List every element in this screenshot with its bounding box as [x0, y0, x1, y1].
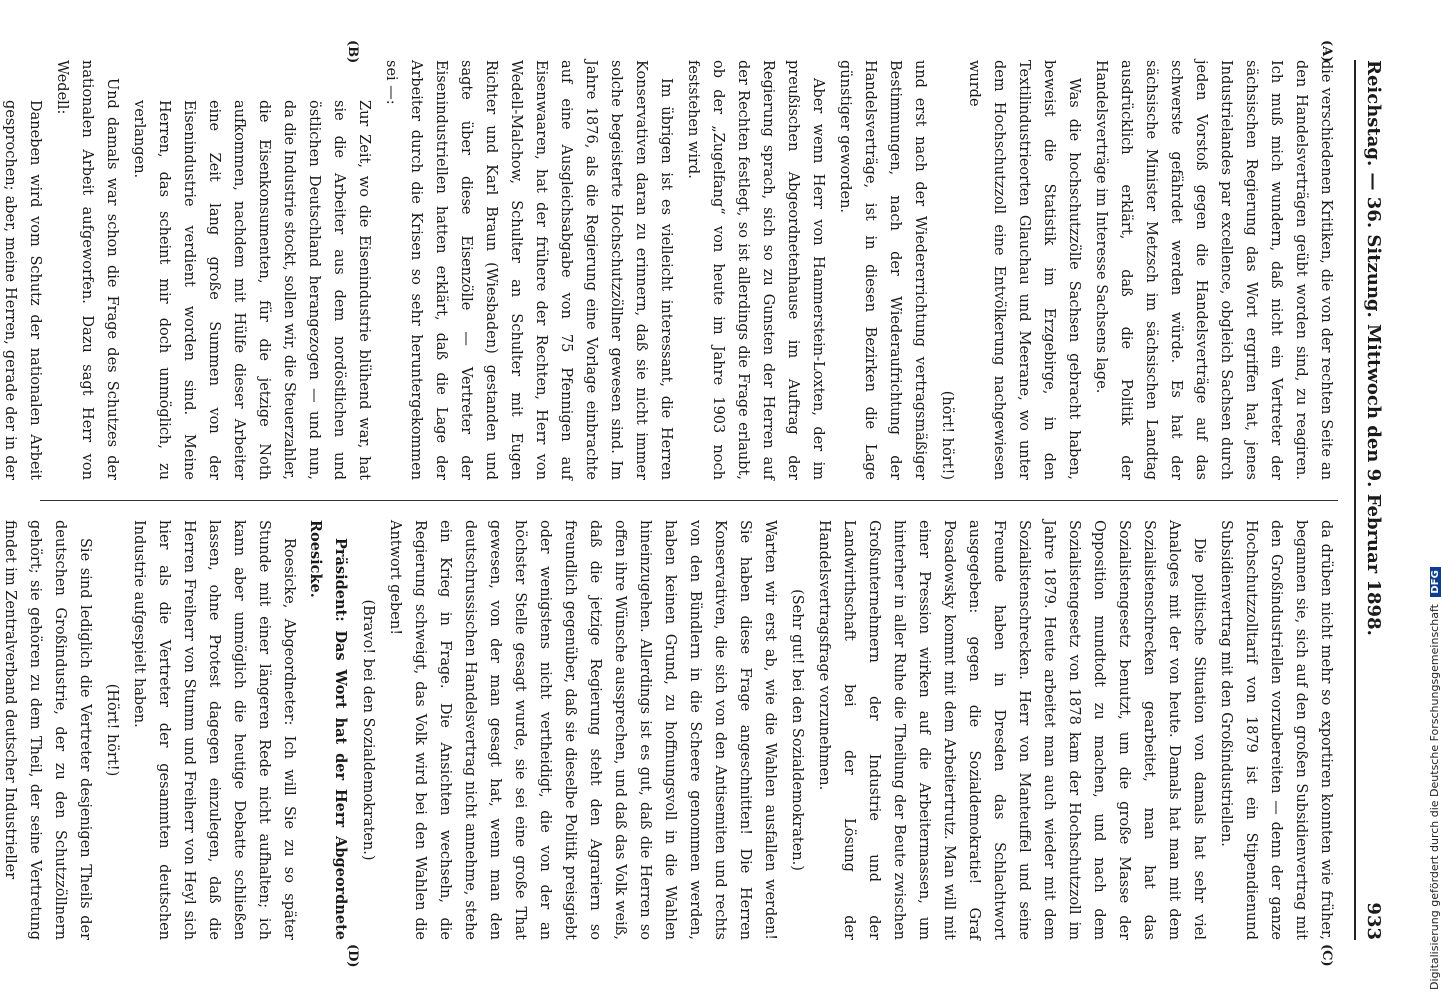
- speaker-line: Präsident: Das Wort hat der Herr Abgeordnete Roesicke.: [307, 520, 349, 940]
- quotation: Zur Zeit, wo die Eisenindustrie blühend war, hat sie die Arbeiter aus dem nordöstlichen und östlichen Deutschland herangezogen — und nun, da die Industrie stockt, sollen wir, die Steuerzahler, die Eisenkonsumenten, für die jetzige Noth aufkommen, nachdem mit Hülfe dieser Arbeiter eine Zeit lang große Summen von der Eisenindustrie verdient worden sind. Meine Herren, das scheint mir doch unmöglich, zu verlangen.: [131, 100, 372, 480]
- margin-marker-b: (B): [345, 40, 360, 64]
- paragraph: und erst nach der Wiedererrichtung vertragsmäßiger Bestimmungen, nach der Wiederaufrichtung der Handelsverträge, ist in diesen Bezirken die Lage günstiger geworden.: [837, 60, 928, 480]
- text-column-left: [2, 60, 1338, 480]
- paragraph: Was die hochschutzzölle Sachsen gebracht haben, beweist die Statistik im Erzgebirge, in den Textilindustrieorten Glauchau und Meerane, wo unter dem Hochschutzzoll eine Entvölkerung nachgewiesen wurde: [966, 60, 1082, 480]
- column-divider: [40, 500, 1338, 501]
- interjection: (Bravo! bei den Sozialdemokraten.): [360, 599, 376, 861]
- interjection: (Sehr gut! bei den Sozialdemokraten.): [789, 589, 805, 871]
- paragraph: Warten wir erst ab, wie die Wahlen ausfallen werden! Sie haben diese Frage angeschnitten! Die Herren Konservativen, die sich von den Antisemiten und rechts von den Bündlern in die Scheere genommen werden, haben keinen Grund, zu hoffnungsvoll in die Wahlen hineinzugehen. Allerdings ist es gut, daß die Herren so offen ihre Wünsche aussprechen, und daß das Volk weiß, daß die jetzige Regierung steht den Agrariern so freundlich gegenüber, daß sie dieselbe Politik preisgiebt oder wenigstens nicht vertheidigt, die von der an höchster Stelle gesagt wurde, sie sei eine große That gewesen, von der man gesagt hat, wenn man den deutschrussischen Handelsvertrag nicht annehme, stehe ein Krieg in Frage. Die Ansichten wechseln, die Regierung schweigt, das Volk wird bei den Wahlen die Antwort geben!: [387, 520, 778, 940]
- margin-marker-a: (A): [1319, 40, 1334, 63]
- margin-marker-d: (D): [345, 944, 360, 968]
- paragraph: Und damals war schon die Frage des Schutzes der nationalen Arbeit aufgeworfen. Dazu sagt Herr von Wedell:: [54, 60, 120, 480]
- page-number: 933: [1363, 902, 1384, 940]
- credit-line: [1428, 567, 1441, 990]
- interjection: (hört! hört!): [939, 390, 955, 480]
- paragraph: Roesicke, Abgeordneter: Ich will Sie zu so später Stunde mit einer längeren Rede nicht aufhalten; ich kann aber unmöglich die heutige Debatte schließen lassen, ohne Protest dagegen einzulegen, daß die Herren Freiherr von Stumm und Freiherr von Heyl sich hier als die Vertreter der gesammten deutschen Industrie aufgespielt haben.: [131, 520, 297, 940]
- interjection: (Hört! hört!): [104, 683, 120, 777]
- paragraph: da drüben nicht mehr so exportiren konnten wie früher, begannen sie, sich auf den großen Subsidienvertrag mit den Großindustriellen vorzubereiten — denn der ganze Hochschutzzolltarif von 1879 ist ein Stipendienund Subsidienvertrag mit den Großindustriellen.: [1218, 520, 1334, 940]
- paragraph: Die politische Situation von damals hat sehr viel Analoges mit der von heute. Damals hat man mit dem Sozialistenschrecken gearbeitet, man hat das Sozialistengesetz benutzt, um die große Masse der Opposition mundtodt zu machen, und nach dem Sozialistengesetz von 1878 kam der Hochschutzzoll im Jahre 1879. Heute arbeitet man auch wieder mit dem Sozialistenschrecken. Herr von Manteuffel und seine Freunde haben in Dresden das Schlachtwort ausgegeben: gegen die Sozialdemokratie! Graf Posadowsky kommt mit dem Arbeitertrutz. Man will mit einer Pression wirken auf die Arbeitermassen, um hinterher in aller Ruhe die Theilung der Beute zwischen Großunternehmern der Industrie und der Landwirthschaft bei der Lösung der Handelsvertragsfrage vorzunehmen.: [816, 520, 1207, 940]
- paragraph: die verschiedenen Kritiken, die von der rechten Seite an den Handelsverträgen geübt worden sind, zu reagiren. Ich muß mich wundern, daß nicht ein Vertreter der sächsischen Regierung das Wort ergriffen hat, jenes Industrielandes par excellence, obgleich Sachsen durch jeden Vorstoß gegen die Handelsverträge auf das schwerste gefährdet werden würde. Es hat der sächsische Minister Metzsch im sächsischen Landtag ausdrücklich erklärt, daß die Politik der Handelsverträge im Interesse Sachsens lage.: [1093, 60, 1334, 480]
- quotation: Daneben wird vom Schutz der nationalen Arbeit gesprochen; aber, meine Herren, gerade der in der: [2, 100, 43, 480]
- header-title: Reichstag. — 36. Sitzung. Mittwoch den 9. Februar 1898.: [1363, 60, 1384, 636]
- paragraph: Aber wenn Herr von Hammerstein-Loxten, der im preußischen Abgeordnetenhause im Auftrag der Regierung sprach, sich so zu Gunsten der Herren auf der Rechten festlegt, so ist allerdings die Frage erlaubt, ob der „Zugelfang“ von heute im Jahre 1903 noch feststehen wird.: [685, 60, 826, 480]
- credit-text: Digitalisierung gefördert durch die Deutsche Forschungsgemeinschaft: [1428, 604, 1441, 990]
- page-header: [1354, 60, 1390, 940]
- paragraph: Im übrigen ist es vielleicht interessant, die Herren Konservativen daran zu erinnern, daß sie nicht immer solche begeisterte Hochschutzzöllner gewesen sind. Im Jahre 1876, als die Regierung eine Vorlage einbrachte auf eine Ausgleichsabgabe von 75 Pfennigen auf Eisenwaaren, hat der frühere der Rechten, Herr von Wedell-Malchow, Schulter an Schulter mit Eugen Richter und Karl Braun (Wiesbaden) gestanden und sagte über diese Eisenzölle — Vertreter der Eisenindustriellen hatten erklärt, daß die Lage der Arbeiter durch die Krisen so sehr heruntergekommen sei —:: [383, 60, 674, 480]
- text-column-right: [2, 520, 1338, 940]
- dfg-logo: DFG: [1430, 567, 1441, 596]
- paragraph: Sie sind lediglich die Vertreter desjenigen Theils der deutschen Großindustrie, der zu den Schutzzöllnern gehört; sie gehören zu dem Theil, der seine Vertretung findet im Zentralverband deutscher Industrieller: [2, 520, 93, 940]
- digitization-credit: [1400, 0, 1441, 1000]
- margin-marker-c: (C): [1319, 944, 1334, 967]
